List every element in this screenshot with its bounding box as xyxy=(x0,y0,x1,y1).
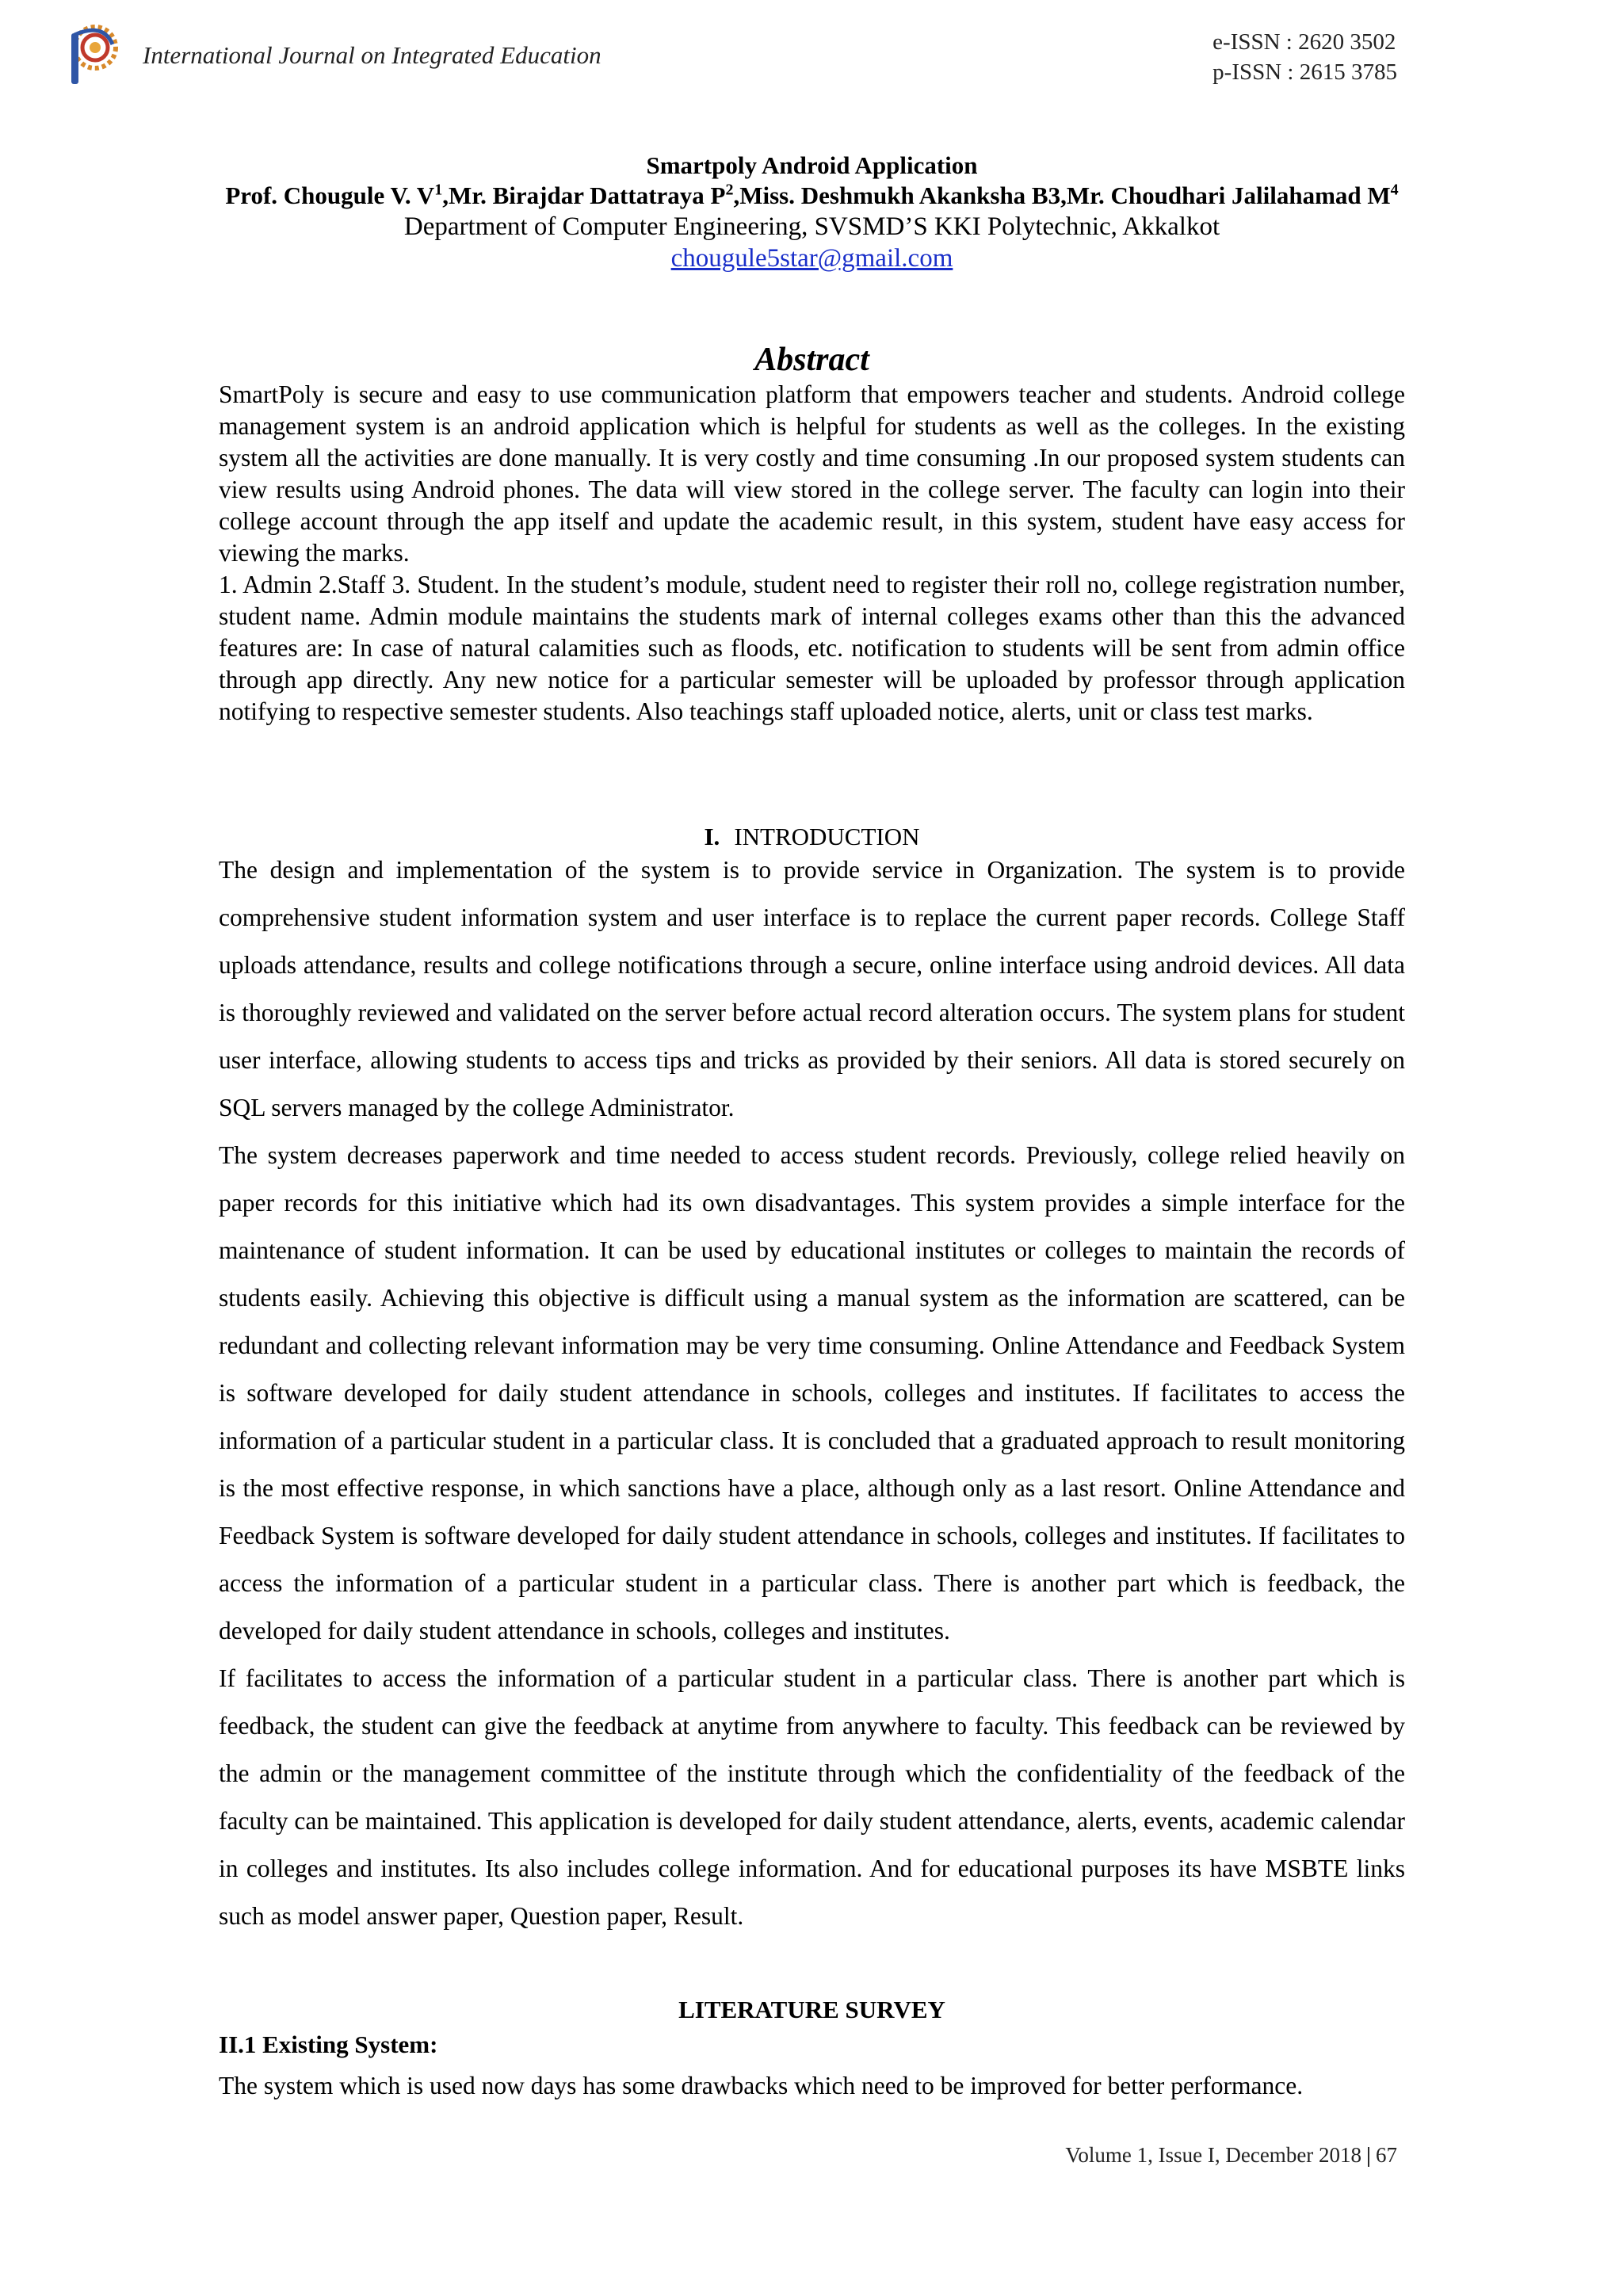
paper-title: Smartpoly Android Application xyxy=(646,151,978,179)
email-link[interactable]: chougule5star@gmail.com xyxy=(670,244,953,273)
volume-info: Volume 1, Issue I, December 2018 xyxy=(1065,2143,1362,2167)
existing-system-heading: II.1 Existing System: xyxy=(219,2030,438,2058)
abstract-heading: Abstract xyxy=(754,342,869,378)
title-block xyxy=(219,151,1405,274)
footer-separator: | xyxy=(1366,2143,1371,2167)
body-paragraph: The design and implementation of the system is to provide service in Organization. The system is to provide comprehensive student information system and user interface is to replace the current paper records. College Staff uploads attendance, results and college notifications through a secure, online interface using android devices. All data is thoroughly reviewed and validated on the server before actual record alteration occurs. The system plans for student user interface, allowing students to access tips and tricks as provided by their seniors. All data is stored securely on SQL servers managed by the college Administrator. xyxy=(219,856,1405,1121)
author-list xyxy=(219,181,1405,211)
affiliation: Department of Computer Engineering, SVSMD’S KKI Polytechnic, Akkalkot xyxy=(403,212,1220,241)
author-sup: 1 xyxy=(434,181,443,199)
abstract-paragraph: 1. Admin 2.Staff 3. Student. In the student’s module, student need to register their roll no, college registration number, student name. Admin module maintains the students mark of internal colleges exams other than this the advanced features are: In case of natural calamities such as floods, etc. notification to students will be sent from admin office through app directly. Any new notice for a particular semester will be uploaded by professor through application notifying to respective semester students. Also teachings staff uploaded notice, alerts, unit or class test marks. xyxy=(219,571,1405,725)
author-sup: 4 xyxy=(1390,181,1399,199)
author-name: ,Mr. Birajdar Dattatraya P xyxy=(442,181,726,209)
journal-logo-icon xyxy=(67,21,119,87)
author-name: ,Miss. Deshmukh Akanksha B3,Mr. Choudhari Jalilahamad M xyxy=(733,181,1391,209)
existing-system-body xyxy=(219,2070,1405,2102)
page-number: 67 xyxy=(1376,2143,1397,2167)
body-paragraph: The system decreases paperwork and time needed to access student records. Previously, college relied heavily on paper records for this initiative which had its own disadvantages. This system provides a simple interface for the maintenance of student information. It can be used by educational institutes or colleges to maintain the records of students easily. Achieving this objective is difficult using a manual system as the information are scattered, can be redundant and collecting relevant information may be very time consuming. Online Attendance and Feedback System is software developed for daily student attendance in schools, colleges and institutes. If facilitates to access the information of a particular student in a particular class. It is concluded that a graduated approach to result monitoring is the most effective response, in which sanctions have a place, although only as a last resort. Online Attendance and Feedback System is software developed for daily student attendance in schools, colleges and institutes. If facilitates to access the information of a particular student in a particular class. There is another part which is feedback, the developed for daily student attendance in schools, colleges and institutes. xyxy=(219,1141,1405,1645)
body-paragraph: The system which is used now days has some drawbacks which need to be improved for better performance. xyxy=(219,2072,1304,2099)
section-number: I. xyxy=(704,823,720,850)
eissn: e-ISSN : 2620 3502 xyxy=(1212,29,1396,55)
literature-heading: LITERATURE SURVEY xyxy=(678,1996,945,2023)
abstract-paragraph: SmartPoly is secure and easy to use communication platform that empowers teacher and students. Android college management system is an android application which is helpful for students as well as the colleges. In the existing system all the activities are done manually. It is very costly and time consuming .In our proposed system students can view results using Android phones. The data will view stored in the college server. The faculty can login into their college account through the app itself and update the academic result, in this system, student have easy access for viewing the marks. xyxy=(219,380,1405,567)
author-sup: 2 xyxy=(725,181,734,199)
abstract-body xyxy=(219,379,1405,728)
page-footer xyxy=(1065,2143,1397,2168)
issn-block xyxy=(1212,27,1397,87)
body-paragraph: If facilitates to access the information of a particular student in a particular class. There is another part which is feedback, the student can give the feedback at anytime from anywhere to faculty. This feedback can be reviewed by the admin or the management committee of the institute through which the confidentiality of the feedback of the faculty can be maintained. This application is developed for daily student attendance, alerts, events, academic calendar in colleges and institutes. Its also includes college information. And for educational purposes its have MSBTE links such as model answer paper, Question paper, Result. xyxy=(219,1664,1405,1930)
pissn: p-ISSN : 2615 3785 xyxy=(1212,59,1397,85)
author-name: Prof. Chougule V. V xyxy=(225,181,435,209)
section-title: INTRODUCTION xyxy=(734,823,920,850)
journal-name: International Journal on Integrated Education xyxy=(143,41,601,69)
introduction-body xyxy=(219,846,1405,1940)
